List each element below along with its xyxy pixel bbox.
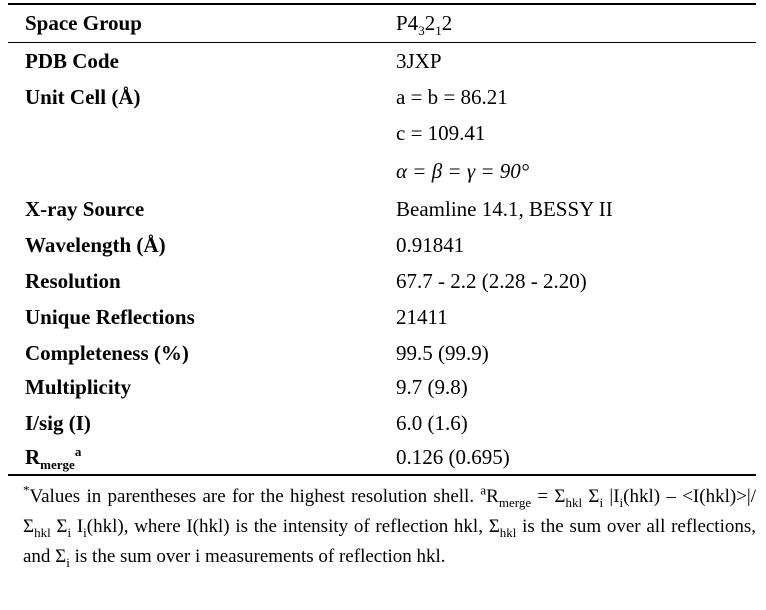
header-label: Space Group <box>25 11 142 35</box>
row-value: 99.5 (99.9) <box>396 341 489 365</box>
row-label: Completeness (%) <box>25 341 189 365</box>
row-label: Wavelength (Å) <box>25 233 166 257</box>
row-label: PDB Code <box>25 49 119 73</box>
table-row <box>0 439 766 475</box>
row-value: 21411 <box>396 305 448 329</box>
table-row <box>0 405 766 441</box>
row-label: Multiplicity <box>25 375 132 399</box>
row-value: Beamline 14.1, BESSY II <box>396 197 613 221</box>
row-value: 9.7 (9.8) <box>396 375 468 399</box>
row-label: Resolution <box>25 269 121 293</box>
table-footnote: *Values in parentheses are for the highest resolution shell. $^aR_{merge} = \Sigma_{hkl}$ $\Sigma_i$ $|I_i(hkl) - <I(hkl)>|/\Sigma_{hkl}$ $\Sigma_i$ $I_i(hkl)$, where I(hkl) is the intensity of reflection hkl, $\Sigma_{hkl}$ is the sum over all reflections, and $\Sigma_i$ is the sum over i measurements of reflection hkl. <box>23 482 757 570</box>
row-label: Unit Cell (Å) <box>25 85 141 109</box>
row-label: Unique Reflections <box>25 305 195 329</box>
row-value: 0.91841 <box>396 233 465 257</box>
table-row <box>0 43 766 79</box>
row-value: 67.7 - 2.2 (2.28 - 2.20) <box>396 269 587 293</box>
row-value: 3JXP <box>396 49 442 73</box>
table-row <box>0 299 766 335</box>
row-value: a = b = 86.21 <box>396 85 508 109</box>
table-row <box>0 227 766 263</box>
table-row <box>0 191 766 227</box>
space-group-value: $P4_32_12$ <box>396 11 453 39</box>
bottom-rule <box>8 474 756 476</box>
row-value: 6.0 (1.6) <box>396 411 468 435</box>
row-label: I/sig (I) <box>25 411 91 435</box>
table-row <box>0 335 766 371</box>
table-row <box>0 369 766 405</box>
table-row <box>0 115 766 151</box>
table-row <box>0 153 766 189</box>
row-value: c = 109.41 <box>396 121 486 145</box>
row-label: X-ray Source <box>25 197 145 221</box>
row-value: α = β = γ = 90° <box>396 159 530 183</box>
header-row <box>0 5 766 41</box>
row-label: $R_{merge}^a$ <box>25 444 82 473</box>
table-row <box>0 79 766 115</box>
table-row <box>0 263 766 299</box>
row-value: 0.126 (0.695) <box>396 445 510 469</box>
